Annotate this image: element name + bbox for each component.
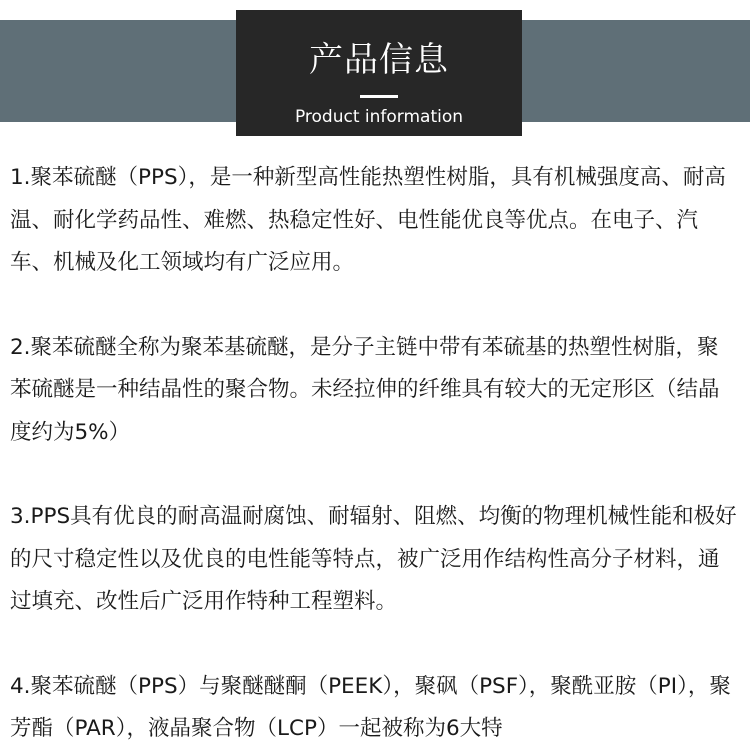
title-divider bbox=[360, 95, 398, 98]
paragraph-4: 4.聚苯硫醚（PPS）与聚醚醚酮（PEEK），聚砜（PSF），聚酰亚胺（PI），聚芳酯（PAR），液晶聚合物（LCP）一起被称为6大特 bbox=[10, 673, 731, 741]
paragraph-1: 1.聚苯硫醚（PPS），是一种新型高性能热塑性树脂，具有机械强度高、耐高温、耐化学药品性、难燃、热稳定性好、电性能优良等优点。在电子、汽车、机械及化工领域均有广泛应用。 bbox=[10, 165, 726, 275]
paragraph-3: 3.PPS具有优良的耐高温耐腐蚀、耐辐射、阻燃、均衡的物理机械性能和极好的尺寸稳定性以及优良的电性能等特点，被广泛用作结构性高分子材料，通过填充、改性后广泛用作特种工程塑料。 bbox=[10, 504, 737, 614]
page-title: 产品信息 bbox=[309, 40, 449, 80]
header-banner bbox=[0, 0, 750, 151]
content-body bbox=[10, 157, 740, 750]
title-box bbox=[236, 10, 522, 136]
paragraph-2: 2.聚苯硫醚全称为聚苯基硫醚，是分子主链中带有苯硫基的热塑性树脂，聚苯硫醚是一种结晶性的聚合物。未经拉伸的纤维具有较大的无定形区（结晶度约为5%） bbox=[10, 334, 720, 445]
page-subtitle: Product information bbox=[294, 107, 464, 127]
